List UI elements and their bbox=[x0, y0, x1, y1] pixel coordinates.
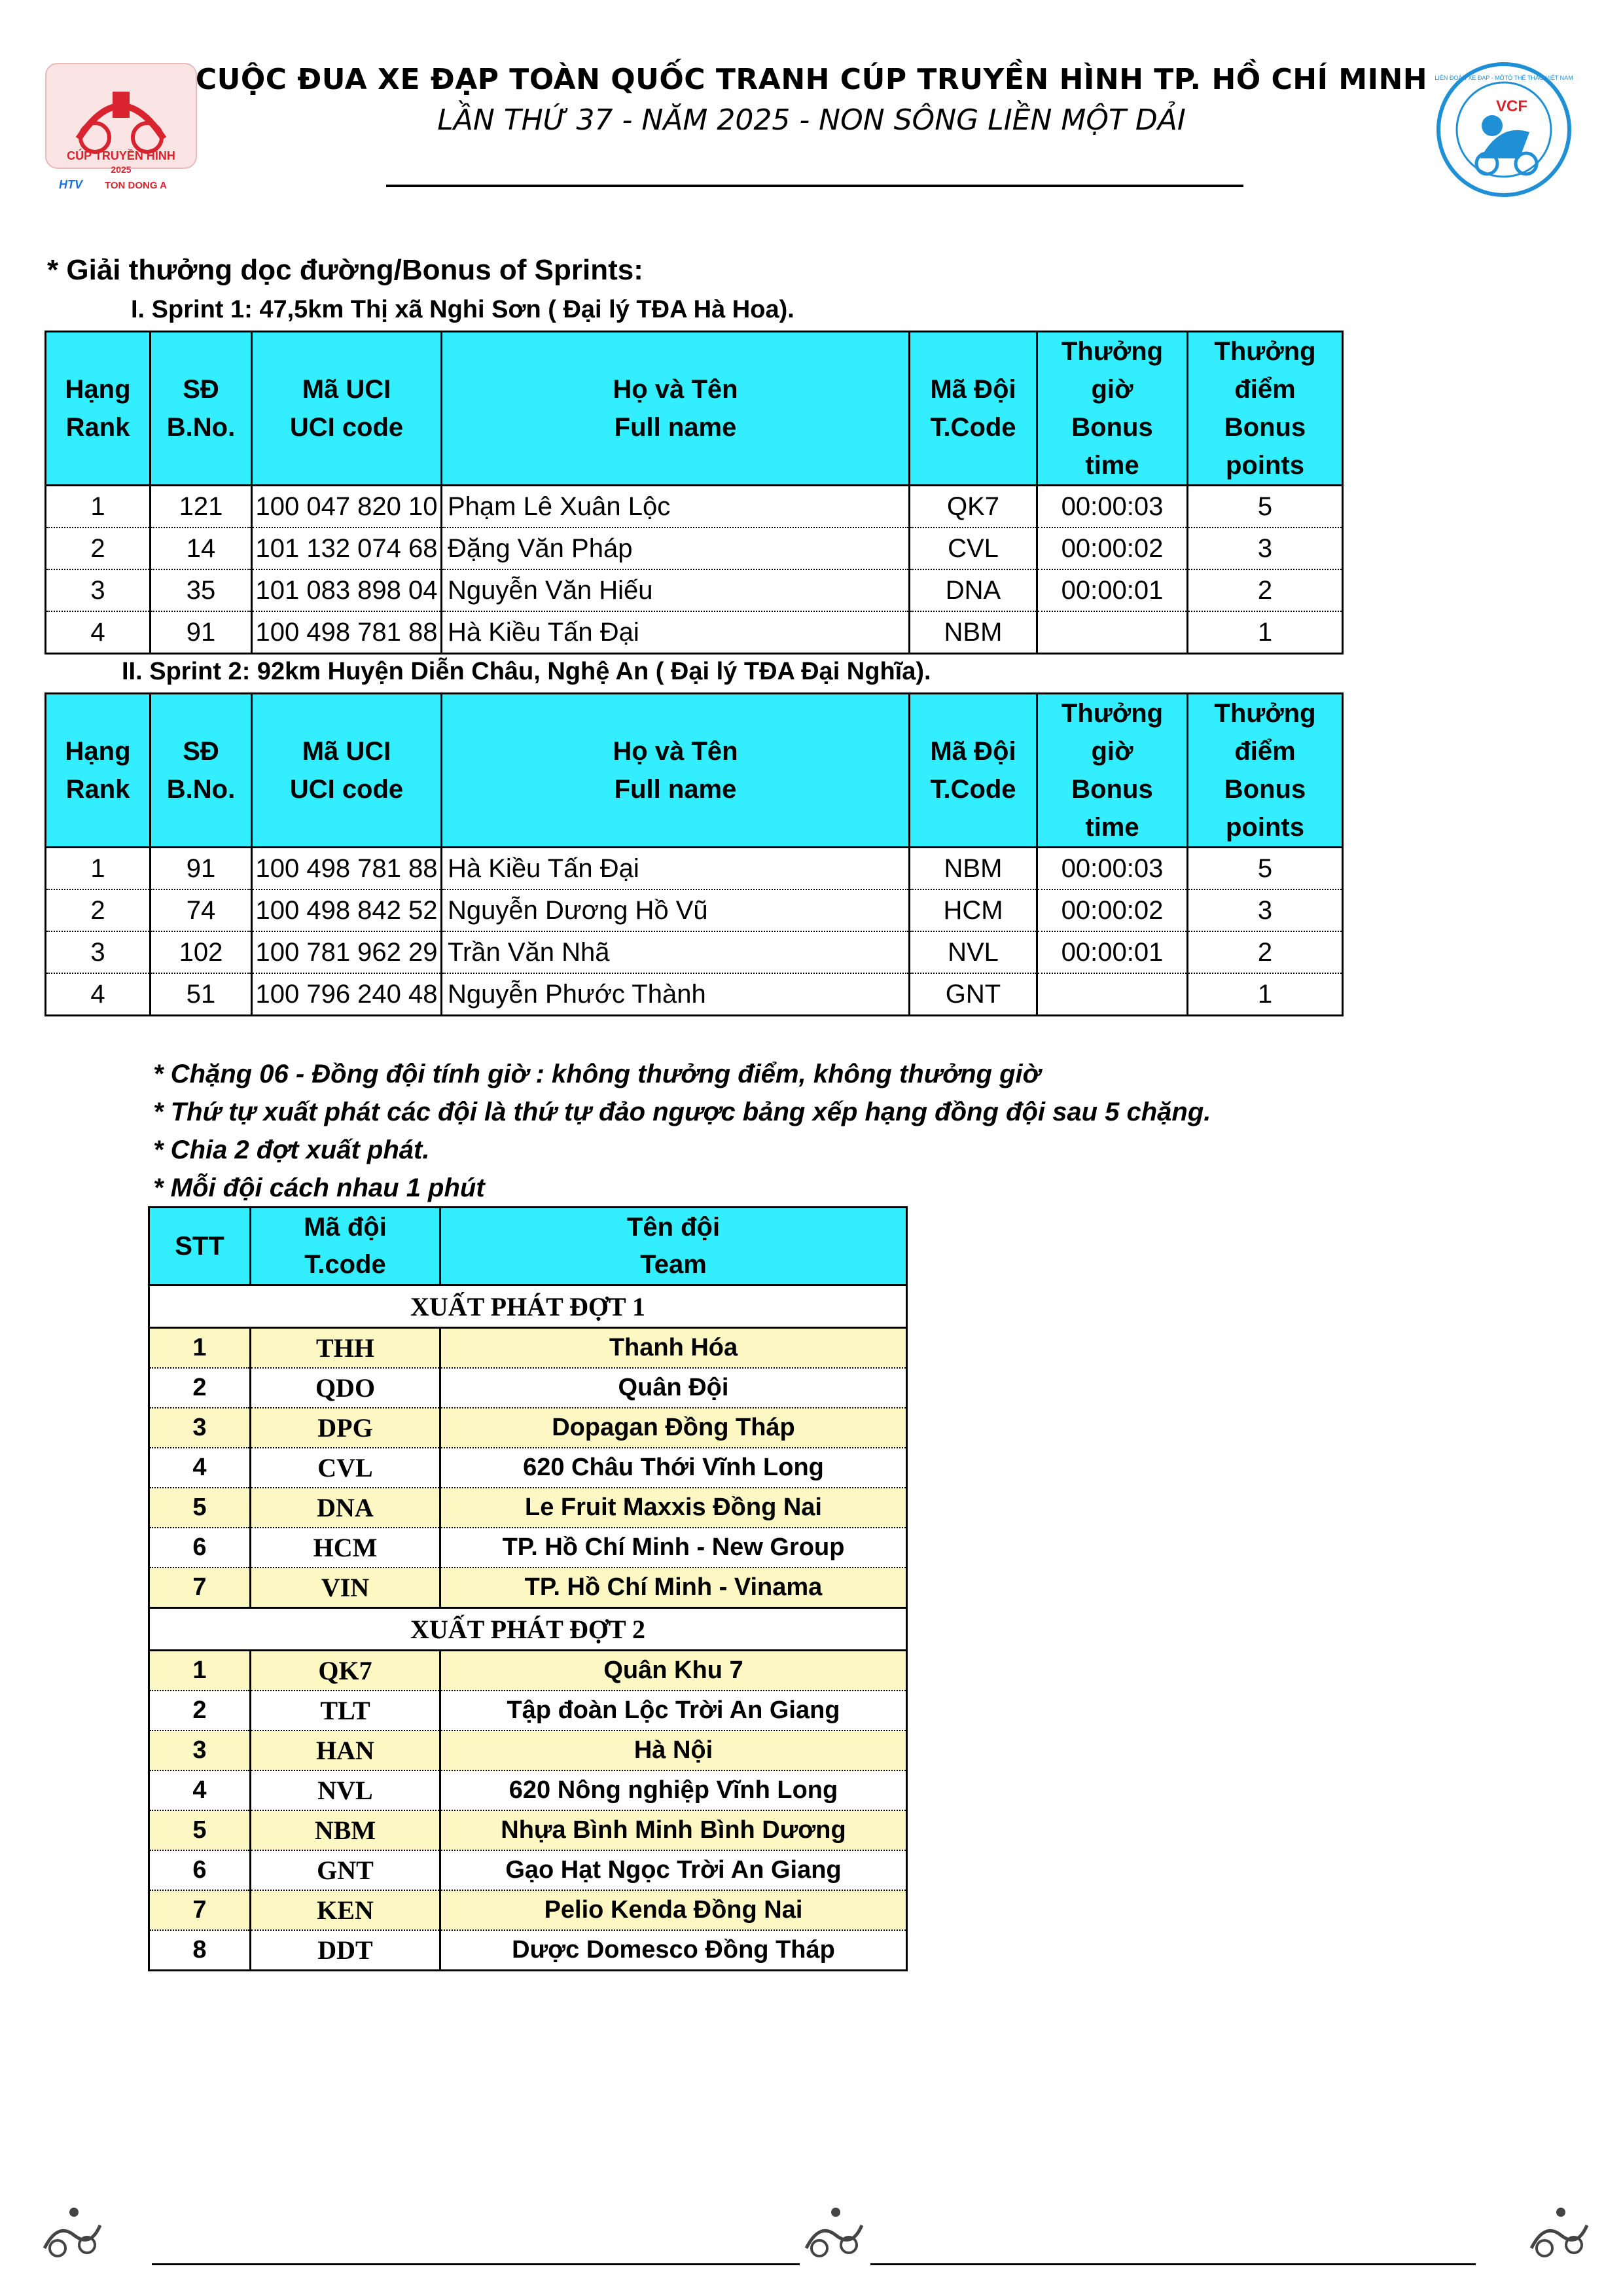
sprint-2-table bbox=[45, 692, 1344, 1016]
tcode-cell: QK7 bbox=[910, 486, 1037, 528]
tcode-cell: CVL bbox=[910, 528, 1037, 569]
stt-cell: 5 bbox=[149, 1810, 251, 1850]
name-cell: Phạm Lê Xuân Lộc bbox=[442, 486, 910, 528]
table-row bbox=[46, 973, 1343, 1016]
team-name-cell: Dược Domesco Đồng Tháp bbox=[440, 1930, 907, 1971]
table-row bbox=[149, 1770, 907, 1810]
bonus-time-cell: 00:00:03 bbox=[1037, 486, 1188, 528]
rank-cell: 1 bbox=[46, 848, 151, 890]
name-cell: Hà Kiều Tấn Đại bbox=[442, 848, 910, 890]
team-code-cell: HCM bbox=[251, 1528, 440, 1568]
uci-cell: 100 498 842 52 bbox=[252, 889, 442, 931]
team-code-cell: TLT bbox=[251, 1691, 440, 1731]
team-code-cell: CVL bbox=[251, 1448, 440, 1488]
note-waves: * Chia 2 đợt xuất phát. bbox=[153, 1136, 430, 1164]
tcode-cell: GNT bbox=[910, 973, 1037, 1016]
col-tcode: Mã Đội T.Code bbox=[910, 332, 1037, 486]
tcode-cell: DNA bbox=[910, 569, 1037, 611]
bno-cell: 121 bbox=[151, 486, 252, 528]
footer-rule-left bbox=[152, 2263, 800, 2265]
bonus-points-cell: 5 bbox=[1188, 486, 1343, 528]
name-cell: Nguyễn Văn Hiếu bbox=[442, 569, 910, 611]
team-name-cell: Quân Khu 7 bbox=[440, 1651, 907, 1691]
stt-cell: 1 bbox=[149, 1651, 251, 1691]
bonus-points-cell: 5 bbox=[1188, 848, 1343, 890]
team-code-cell: NVL bbox=[251, 1770, 440, 1810]
table-row bbox=[46, 848, 1343, 890]
rank-cell: 4 bbox=[46, 611, 151, 654]
col-bonus-time: Thưởng giờ Bonus time bbox=[1037, 694, 1188, 848]
table-row bbox=[46, 931, 1343, 973]
svg-text:2025: 2025 bbox=[111, 164, 132, 175]
svg-text:LIÊN ĐOÀN XE ĐẠP - MÔTÔ THỂ TH: LIÊN ĐOÀN XE ĐẠP - MÔTÔ THỂ THAO VIỆT NAM bbox=[1435, 75, 1573, 81]
uci-cell: 100 498 781 88 bbox=[252, 611, 442, 654]
cyclist-mark-icon bbox=[1525, 2196, 1590, 2261]
bno-cell: 51 bbox=[151, 973, 252, 1016]
group-row bbox=[149, 1285, 907, 1328]
table-row bbox=[149, 1810, 907, 1850]
stt-cell: 5 bbox=[149, 1488, 251, 1528]
uci-cell: 101 132 074 68 bbox=[252, 528, 442, 569]
team-name-cell: TP. Hồ Chí Minh - Vinama bbox=[440, 1568, 907, 1608]
col-bno: SĐ B.No. bbox=[151, 332, 252, 486]
uci-cell: 100 796 240 48 bbox=[252, 973, 442, 1016]
name-cell: Hà Kiều Tấn Đại bbox=[442, 611, 910, 654]
team-name-cell: Thanh Hóa bbox=[440, 1328, 907, 1369]
note-interval: * Mỗi đội cách nhau 1 phút bbox=[153, 1174, 485, 1202]
team-code-cell: HAN bbox=[251, 1731, 440, 1770]
table-row bbox=[149, 1568, 907, 1608]
team-name-cell: Quân Đội bbox=[440, 1368, 907, 1408]
table-row bbox=[149, 1930, 907, 1971]
rank-cell: 3 bbox=[46, 931, 151, 973]
col-rank: Hạng Rank bbox=[46, 332, 151, 486]
team-code-cell: DNA bbox=[251, 1488, 440, 1528]
team-code-cell: THH bbox=[251, 1328, 440, 1369]
svg-text:CÚP TRUYỀN HÌNH: CÚP TRUYỀN HÌNH bbox=[67, 149, 175, 162]
table-row bbox=[149, 1691, 907, 1731]
bno-cell: 14 bbox=[151, 528, 252, 569]
table-row bbox=[46, 569, 1343, 611]
rank-cell: 3 bbox=[46, 569, 151, 611]
sprint-1-table bbox=[45, 331, 1344, 655]
bonus-heading: * Giải thưởng dọc đường/Bonus of Sprints: bbox=[47, 254, 643, 286]
cyclist-mark-icon bbox=[38, 2196, 103, 2261]
stt-cell: 6 bbox=[149, 1850, 251, 1890]
stt-cell: 3 bbox=[149, 1408, 251, 1448]
note-start-order: * Thứ tự xuất phát các đội là thứ tự đảo ngược bảng xếp hạng đồng đội sau 5 chặng. bbox=[153, 1098, 1211, 1126]
col-rank: Hạng Rank bbox=[46, 694, 151, 848]
table-row bbox=[149, 1890, 907, 1930]
bonus-time-cell: 00:00:02 bbox=[1037, 889, 1188, 931]
col-uci: Mã UCI UCI code bbox=[252, 694, 442, 848]
team-code-cell: QK7 bbox=[251, 1651, 440, 1691]
bonus-time-cell: 00:00:01 bbox=[1037, 931, 1188, 973]
bonus-time-cell: 00:00:03 bbox=[1037, 848, 1188, 890]
stt-cell: 1 bbox=[149, 1328, 251, 1369]
team-name-cell: 620 Nông nghiệp Vĩnh Long bbox=[440, 1770, 907, 1810]
col-team-name: Tên đội Team bbox=[440, 1208, 907, 1285]
team-code-cell: DDT bbox=[251, 1930, 440, 1971]
sprint-2-title: II. Sprint 2: 92km Huyện Diễn Châu, Nghệ An ( Đại lý TĐA Đại Nghĩa). bbox=[122, 658, 931, 685]
team-name-cell: Hà Nội bbox=[440, 1731, 907, 1770]
stt-cell: 3 bbox=[149, 1731, 251, 1770]
table-row bbox=[149, 1731, 907, 1770]
stt-cell: 6 bbox=[149, 1528, 251, 1568]
bonus-points-cell: 2 bbox=[1188, 931, 1343, 973]
tcode-cell: NVL bbox=[910, 931, 1037, 973]
table-row bbox=[149, 1408, 907, 1448]
tcode-cell: NBM bbox=[910, 611, 1037, 654]
group-label: XUẤT PHÁT ĐỢT 1 bbox=[149, 1285, 907, 1328]
table-header-row bbox=[46, 694, 1343, 848]
table-header-row bbox=[149, 1208, 907, 1285]
team-name-cell: Gạo Hạt Ngọc Trời An Giang bbox=[440, 1850, 907, 1890]
team-name-cell: 620 Châu Thới Vĩnh Long bbox=[440, 1448, 907, 1488]
table-row bbox=[149, 1368, 907, 1408]
table-row bbox=[46, 486, 1343, 528]
footer-rule-right bbox=[870, 2263, 1476, 2265]
bonus-time-cell: 00:00:01 bbox=[1037, 569, 1188, 611]
document-subtitle: LẦN THỨ 37 - NĂM 2025 - NON SÔNG LIỀN MỘT DẢI bbox=[437, 103, 1186, 137]
document-title: CUỘC ĐUA XE ĐẠP TOÀN QUỐC TRANH CÚP TRUYỀN HÌNH TP. HỒ CHÍ MINH bbox=[195, 63, 1428, 96]
tcode-cell: HCM bbox=[910, 889, 1037, 931]
cyclist-mark-icon bbox=[800, 2196, 865, 2261]
note-stage: * Chặng 06 - Đồng đội tính giờ : không thưởng điểm, không thưởng giờ bbox=[153, 1060, 1041, 1088]
name-cell: Nguyễn Phước Thành bbox=[442, 973, 910, 1016]
sprint-1-title: I. Sprint 1: 47,5km Thị xã Nghi Sơn ( Đại lý TĐA Hà Hoa). bbox=[131, 296, 794, 323]
rank-cell: 1 bbox=[46, 486, 151, 528]
table-row bbox=[149, 1448, 907, 1488]
table-row bbox=[149, 1528, 907, 1568]
team-code-cell: KEN bbox=[251, 1890, 440, 1930]
bonus-points-cell: 1 bbox=[1188, 611, 1343, 654]
uci-cell: 101 083 898 04 bbox=[252, 569, 442, 611]
team-name-cell: Pelio Kenda Đồng Nai bbox=[440, 1890, 907, 1930]
table-row bbox=[46, 528, 1343, 569]
col-team-code: Mã đội T.code bbox=[251, 1208, 440, 1285]
table-row bbox=[149, 1488, 907, 1528]
bonus-points-cell: 1 bbox=[1188, 973, 1343, 1016]
col-bonus-time: Thưởng giờ Bonus time bbox=[1037, 332, 1188, 486]
col-name: Họ và Tên Full name bbox=[442, 694, 910, 848]
bonus-time-cell bbox=[1037, 611, 1188, 654]
bno-cell: 102 bbox=[151, 931, 252, 973]
table-row bbox=[46, 889, 1343, 931]
stt-cell: 7 bbox=[149, 1890, 251, 1930]
rank-cell: 4 bbox=[46, 973, 151, 1016]
name-cell: Nguyễn Dương Hồ Vũ bbox=[442, 889, 910, 931]
team-code-cell: GNT bbox=[251, 1850, 440, 1890]
col-bonus-points: Thưởng điểm Bonus points bbox=[1188, 694, 1343, 848]
svg-text:HTV: HTV bbox=[59, 178, 82, 191]
bno-cell: 35 bbox=[151, 569, 252, 611]
name-cell: Đặng Văn Pháp bbox=[442, 528, 910, 569]
bonus-points-cell: 3 bbox=[1188, 889, 1343, 931]
team-code-cell: DPG bbox=[251, 1408, 440, 1448]
rank-cell: 2 bbox=[46, 889, 151, 931]
team-code-cell: NBM bbox=[251, 1810, 440, 1850]
stt-cell: 8 bbox=[149, 1930, 251, 1971]
col-stt: STT bbox=[149, 1208, 251, 1285]
stt-cell: 2 bbox=[149, 1368, 251, 1408]
vcf-logo bbox=[1435, 60, 1573, 199]
bonus-time-cell bbox=[1037, 973, 1188, 1016]
bno-cell: 74 bbox=[151, 889, 252, 931]
bonus-points-cell: 3 bbox=[1188, 528, 1343, 569]
rank-cell: 2 bbox=[46, 528, 151, 569]
uci-cell: 100 498 781 88 bbox=[252, 848, 442, 890]
table-row bbox=[149, 1850, 907, 1890]
team-start-table bbox=[148, 1206, 908, 1971]
header-rule bbox=[386, 185, 1243, 187]
table-row bbox=[149, 1651, 907, 1691]
stt-cell: 4 bbox=[149, 1448, 251, 1488]
svg-text:TON DONG A: TON DONG A bbox=[105, 180, 168, 191]
col-tcode: Mã Đội T.Code bbox=[910, 694, 1037, 848]
team-name-cell: TP. Hồ Chí Minh - New Group bbox=[440, 1528, 907, 1568]
team-name-cell: Tập đoàn Lộc Trời An Giang bbox=[440, 1691, 907, 1731]
team-name-cell: Nhựa Bình Minh Bình Dương bbox=[440, 1810, 907, 1850]
bno-cell: 91 bbox=[151, 848, 252, 890]
bonus-time-cell: 00:00:02 bbox=[1037, 528, 1188, 569]
stt-cell: 2 bbox=[149, 1691, 251, 1731]
team-code-cell: VIN bbox=[251, 1568, 440, 1608]
group-row bbox=[149, 1608, 907, 1651]
tcode-cell: NBM bbox=[910, 848, 1037, 890]
uci-cell: 100 047 820 10 bbox=[252, 486, 442, 528]
svg-text:VCF: VCF bbox=[1496, 98, 1527, 115]
col-bonus-points: Thưởng điểm Bonus points bbox=[1188, 332, 1343, 486]
table-row bbox=[149, 1328, 907, 1369]
team-name-cell: Dopagan Đồng Tháp bbox=[440, 1408, 907, 1448]
name-cell: Trần Văn Nhã bbox=[442, 931, 910, 973]
group-label: XUẤT PHÁT ĐỢT 2 bbox=[149, 1608, 907, 1651]
team-name-cell: Le Fruit Maxxis Đồng Nai bbox=[440, 1488, 907, 1528]
uci-cell: 100 781 962 29 bbox=[252, 931, 442, 973]
table-row bbox=[46, 611, 1343, 654]
col-uci: Mã UCI UCI code bbox=[252, 332, 442, 486]
table-header-row bbox=[46, 332, 1343, 486]
bonus-points-cell: 2 bbox=[1188, 569, 1343, 611]
stt-cell: 7 bbox=[149, 1568, 251, 1608]
col-bno: SĐ B.No. bbox=[151, 694, 252, 848]
col-name: Họ và Tên Full name bbox=[442, 332, 910, 486]
team-code-cell: QDO bbox=[251, 1368, 440, 1408]
stt-cell: 4 bbox=[149, 1770, 251, 1810]
bno-cell: 91 bbox=[151, 611, 252, 654]
